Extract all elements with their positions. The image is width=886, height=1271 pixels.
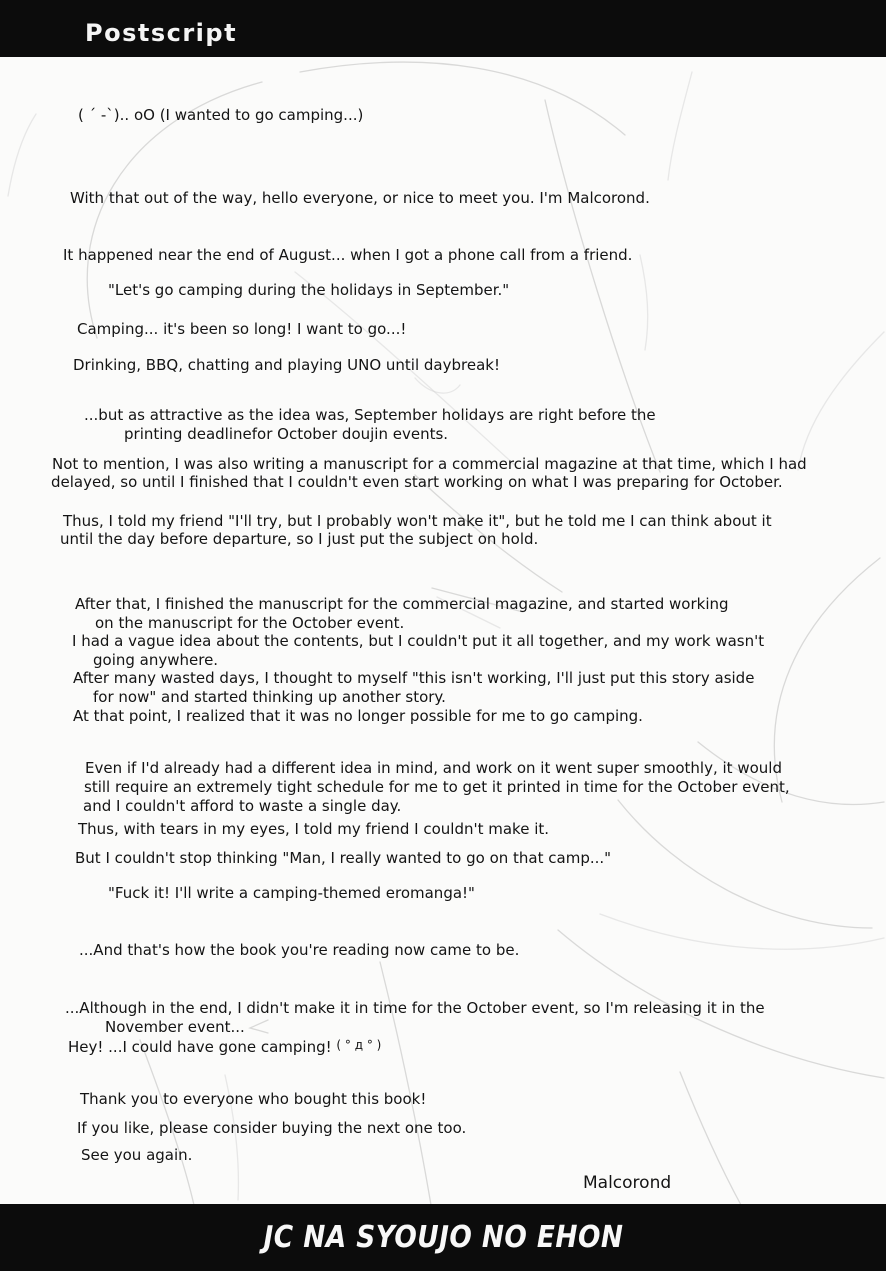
text-line: ...but as attractive as the idea was, September holidays are right before the [84,406,656,424]
text-line: for now" and started thinking up another story. [93,688,446,706]
book-title: JC NA SYOUJO NO EHON [263,1220,623,1255]
shock-emoticon: ( ° д ° ) [336,1038,382,1052]
text-line: until the day before departure, so I just put the subject on hold. [60,530,539,548]
text-line: ...And that's how the book you're reading now came to be. [79,941,520,959]
hey-camping-text: Hey! ...I could have gone camping! [68,1038,332,1056]
text-line: Camping... it's been so long! I want to go...! [77,320,407,338]
text-line: With that out of the way, hello everyone, or nice to meet you. I'm Malcorond. [70,189,650,207]
text-line: If you like, please consider buying the next one too. [77,1119,467,1137]
text-line: delayed, so until I finished that I couldn't even start working on what I was preparing for October. [51,473,783,491]
text-line: After that, I finished the manuscript for the commercial magazine, and started working [75,595,729,613]
text-line: Drinking, BBQ, chatting and playing UNO until daybreak! [73,356,500,374]
thought-bubble-line: ( ´ -`).. oO (I wanted to go camping...) [78,106,364,124]
text-line: and I couldn't afford to waste a single day. [83,797,402,815]
text-line: ...Although in the end, I didn't make it in time for the October event, so I'm releasing it in the [65,999,765,1017]
signature: Malcorond [583,1173,672,1193]
text-line: Thus, with tears in my eyes, I told my friend I couldn't make it. [78,820,550,838]
text-line: printing deadlinefor October doujin events. [124,425,449,443]
text-line: See you again. [81,1146,193,1164]
text-line: November event... [105,1018,245,1036]
text-line: on the manuscript for the October event. [95,614,405,632]
text-line: At that point, I realized that it was no longer possible for me to go camping. [73,707,643,725]
hey-camping-line [68,1036,381,1056]
header-bar [0,0,886,57]
page-title: Postscript [85,19,238,47]
text-line: I had a vague idea about the contents, but I couldn't put it all together, and my work wasn't [72,632,765,650]
text-line: Thank you to everyone who bought this book! [80,1090,427,1108]
text-line: still require an extremely tight schedule for me to get it printed in time for the October event, [84,778,790,796]
text-line: Thus, I told my friend "I'll try, but I probably won't make it", but he told me I can think about it [63,512,772,530]
text-line: After many wasted days, I thought to myself "this isn't working, I'll just put this story aside [73,669,755,687]
text-line: "Let's go camping during the holidays in September." [108,281,510,299]
text-line: Not to mention, I was also writing a manuscript for a commercial magazine at that time, which I had [52,455,807,473]
footer-bar [0,1204,886,1271]
text-line: It happened near the end of August... when I got a phone call from a friend. [63,246,633,264]
text-line: "Fuck it! I'll write a camping-themed eromanga!" [108,884,475,902]
text-line: going anywhere. [93,651,219,669]
text-line: Even if I'd already had a different idea in mind, and work on it went super smoothly, it would [85,759,782,777]
text-line: But I couldn't stop thinking "Man, I really wanted to go on that camp..." [75,849,612,867]
